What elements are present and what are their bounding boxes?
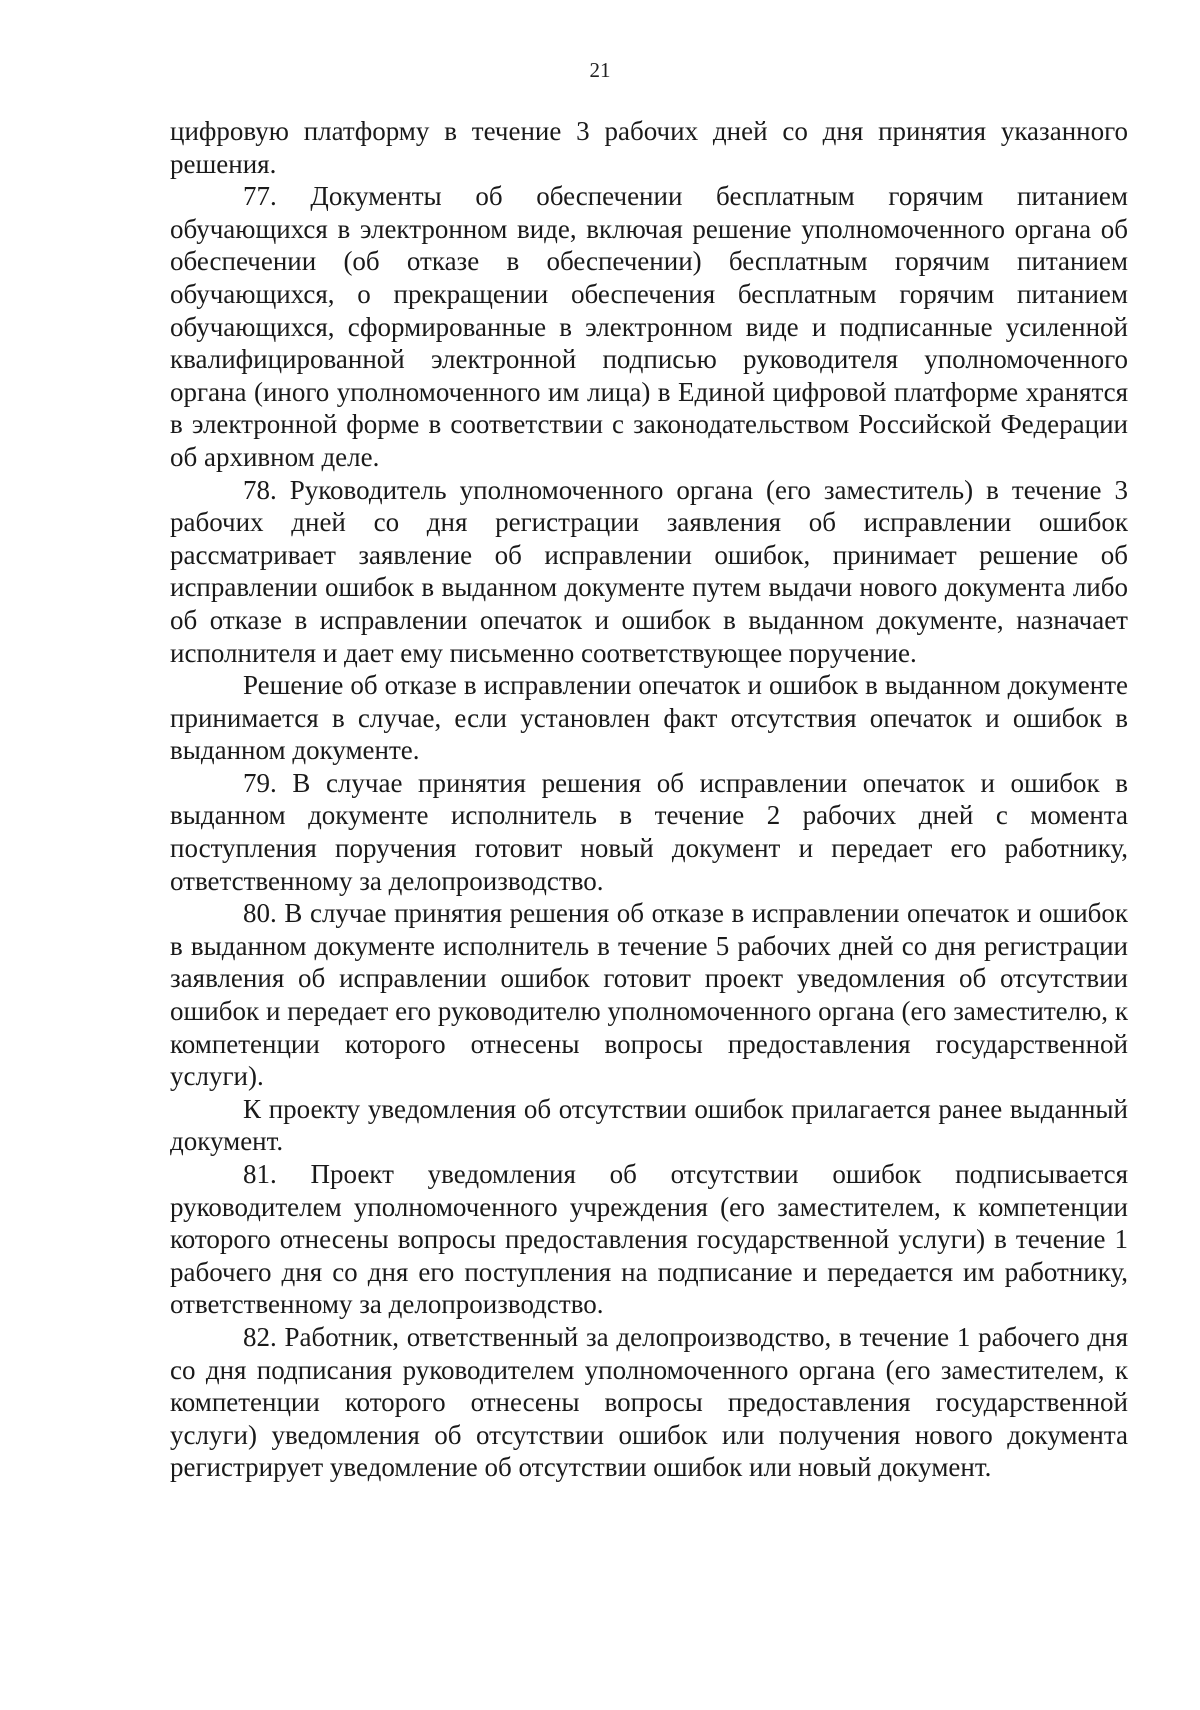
paragraph-79: 79. В случае принятия решения об исправлении опечаток и ошибок в выданном документе исполнитель в течение 2 рабочих дней с момента поступления поручения готовит новый документ и передает его работнику, ответственному за делопроизводство. — [170, 767, 1128, 896]
document-body — [170, 115, 1128, 1484]
paragraph-78-refusal: Решение об отказе в исправлении опечаток и ошибок в выданном документе принимается в случае, если установлен факт отсутствия опечаток и ошибок в выданном документе. — [170, 670, 1128, 766]
paragraph-continuation: цифровую платформу в течение 3 рабочих дней со дня принятия указанного решения. — [170, 116, 1128, 179]
paragraph-77: 77. Документы об обеспечении бесплатным горячим питанием обучающихся в электронном виде, включая решение уполномоченного органа об обеспечении (об отказе в обеспечении) бесплатным горячим питанием обучающихся, о прекращении обеспечения бесплатным горячим питанием обучающихся, сформированные в электронном виде и подписанные усиленной квалифицированной электронной подписью руководителя уполномоченного органа (иного уполномоченного им лица) в Единой цифровой платформе хранятся в электронной форме в соответствии с законодательством Российской Федерации об архивном деле. — [170, 181, 1128, 472]
paragraph-78: 78. Руководитель уполномоченного органа (его заместитель) в течение 3 рабочих дней со дня регистрации заявления об исправлении ошибок рассматривает заявление об исправлении ошибок, принимает решение об исправлении ошибок в выданном документе путем выдачи нового документа либо об отказе в исправлении опечаток и ошибок в выданном документе, назначает исполнителя и дает ему письменно соответствующее поручение. — [170, 474, 1128, 668]
paragraph-82: 82. Работник, ответственный за делопроизводство, в течение 1 рабочего дня со дня подписания руководителем уполномоченного органа (его заместителем, к компетенции которого отнесены вопросы предоставления государственной услуги) уведомления об отсутствии ошибок или получения нового документа регистрирует уведомление об отсутствии ошибок или новый документ. — [170, 1321, 1128, 1483]
page-number: 21 — [589, 58, 611, 82]
paragraph-80-attachment: К проекту уведомления об отсутствии ошибок прилагается ранее выданный документ. — [170, 1093, 1128, 1157]
paragraph-80: 80. В случае принятия решения об отказе в исправлении опечаток и ошибок в выданном документе исполнитель в течение 5 рабочих дней со дня регистрации заявления об исправлении ошибок готовит проект уведомления об отсутствии ошибок и передает его руководителю уполномоченного органа (его заместителю, к компетенции которого отнесены вопросы предоставления государственной услуги). — [170, 898, 1128, 1092]
paragraph-81: 81. Проект уведомления об отсутствии ошибок подписывается руководителем уполномоченного учреждения (его заместителем, к компетенции которого отнесены вопросы предоставления государственной услуги) в течение 1 рабочего дня со дня его поступления на подписание и передается им работнику, ответственному за делопроизводство. — [170, 1159, 1128, 1320]
